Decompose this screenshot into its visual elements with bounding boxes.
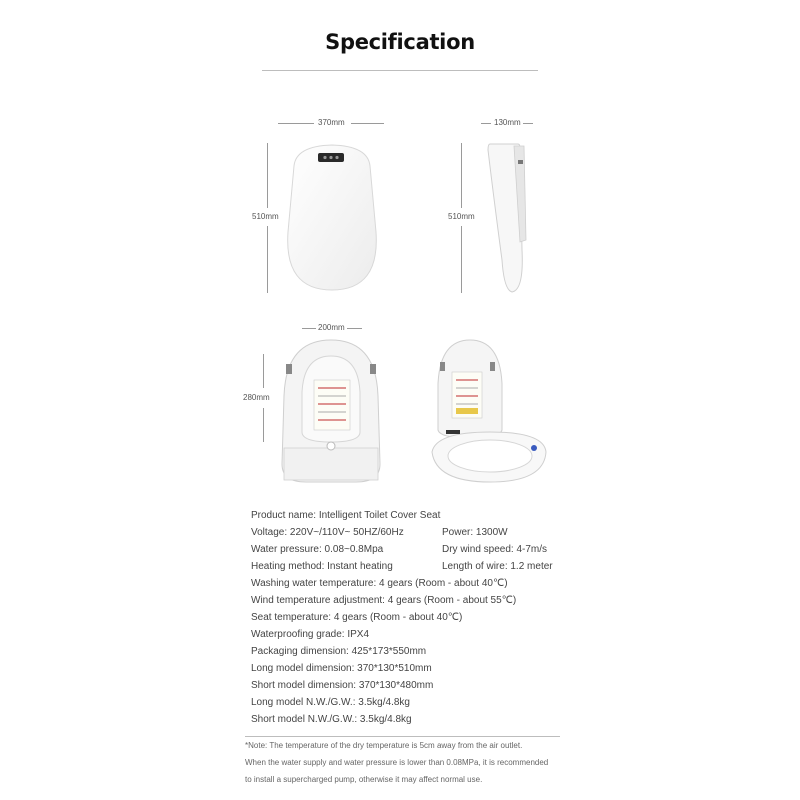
- bottom-height-line-top: [263, 354, 264, 388]
- spec-short-model-weight: Short model N.W./G.W.: 3.5kg/4.8kg: [251, 714, 412, 725]
- side-depth-line-left: [481, 123, 491, 124]
- spec-seat-temp: Seat temperature: 4 gears (Room - about 40℃): [251, 612, 463, 623]
- front-height-line-bottom: [267, 226, 268, 293]
- front-height-label: 510mm: [252, 212, 279, 221]
- note-line-2: When the water supply and water pressure is lower than 0.08MPa, it is recommended: [245, 758, 549, 767]
- spec-wind-temp-adjust: Wind temperature adjustment: 4 gears (Room - about 55℃): [251, 595, 517, 606]
- spec-voltage: Voltage: 220V~/110V~ 50HZ/60Hz: [251, 527, 404, 538]
- spec-dry-wind-speed: Dry wind speed: 4-7m/s: [442, 544, 548, 555]
- front-height-line-top: [267, 143, 268, 208]
- spec-water-pressure: Water pressure: 0.08~0.8Mpa: [251, 544, 384, 555]
- front-width-label: 370mm: [318, 118, 345, 127]
- bottom-height-label: 280mm: [243, 393, 270, 402]
- spec-heating-method: Heating method: Instant heating: [251, 561, 393, 572]
- spec-power: Power: 1300W: [442, 527, 508, 538]
- title-divider: [262, 70, 538, 71]
- bottom-width-line-right: [347, 328, 362, 329]
- side-height-line-top: [461, 143, 462, 208]
- bottom-width-line-left: [302, 328, 316, 329]
- front-width-line-right: [351, 123, 384, 124]
- note-line-3: to install a supercharged pump, otherwise it may affect normal use.: [245, 775, 483, 784]
- spec-waterproof: Waterproofing grade: IPX4: [251, 629, 370, 640]
- bottom-width-label: 200mm: [318, 323, 345, 332]
- side-height-label: 510mm: [448, 212, 475, 221]
- spec-washing-water-temp: Washing water temperature: 4 gears (Room - about 40℃): [251, 578, 508, 589]
- seat-side-view-image: [484, 140, 534, 296]
- spec-wire-length: Length of wire: 1.2 meter: [442, 561, 553, 572]
- side-height-line-bottom: [461, 226, 462, 293]
- seat-perspective-view-image: [430, 334, 550, 486]
- spec-short-model-dim: Short model dimension: 370*130*480mm: [251, 680, 434, 691]
- seat-front-view-image: [276, 142, 388, 294]
- spec-long-model-weight: Long model N.W./G.W.: 3.5kg/4.8kg: [251, 697, 410, 708]
- spec-long-model-dim: Long model dimension: 370*130*510mm: [251, 663, 432, 674]
- bottom-height-line-bottom: [263, 408, 264, 442]
- side-depth-label: 130mm: [494, 118, 521, 127]
- note-divider: [245, 736, 560, 737]
- front-width-line-left: [278, 123, 314, 124]
- spec-packaging-dim: Packaging dimension: 425*173*550mm: [251, 646, 427, 657]
- seat-bottom-view-image: [276, 336, 386, 486]
- note-line-1: *Note: The temperature of the dry temperature is 5cm away from the air outlet.: [245, 741, 523, 750]
- spec-product-name: Product name: Intelligent Toilet Cover Seat: [251, 510, 441, 521]
- side-depth-line-right: [523, 123, 533, 124]
- page-title: Specification: [325, 30, 475, 54]
